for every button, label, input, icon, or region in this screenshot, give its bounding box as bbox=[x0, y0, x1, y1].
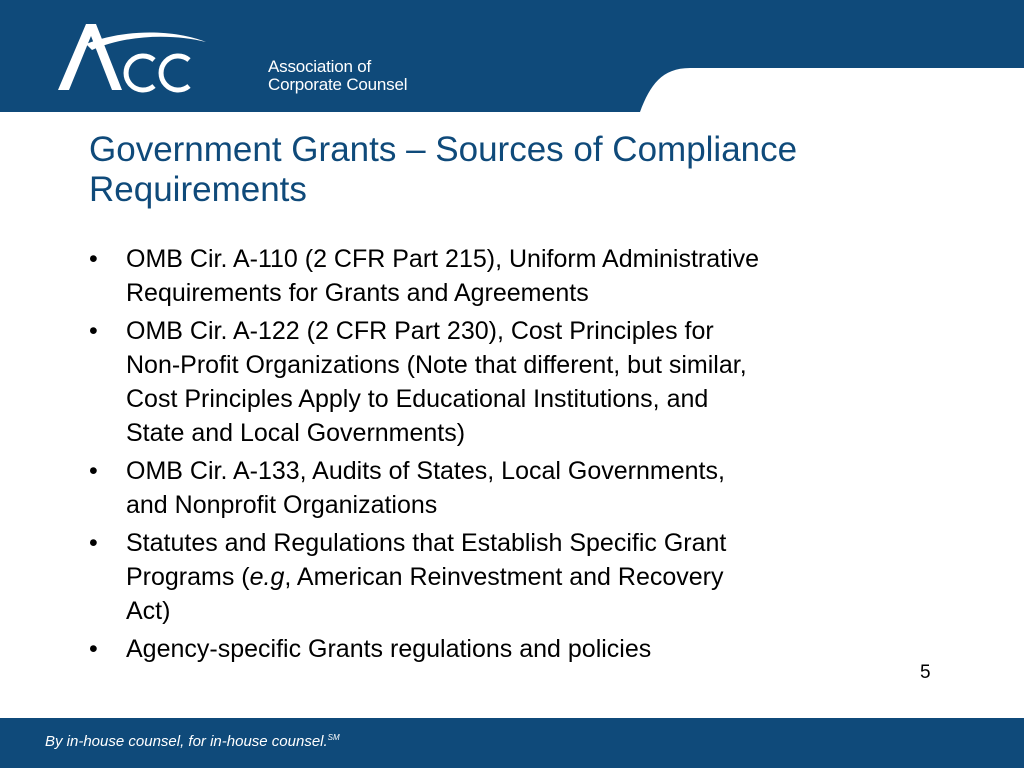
logo-org-line1: Association of bbox=[268, 57, 372, 76]
bullet-line-italic: e.g bbox=[249, 563, 285, 591]
logo-org-line2: Corporate Counsel bbox=[268, 75, 408, 94]
bullet-line: Statutes and Regulations that Establish Specific Grant bbox=[126, 529, 727, 557]
bullet-item-agency bbox=[89, 632, 949, 666]
slide-title-line2: Requirements bbox=[89, 170, 307, 209]
bullet-line: Agency-specific Grants regulations and policies bbox=[126, 635, 652, 663]
bullet-line: Requirements for Grants and Agreements bbox=[126, 279, 589, 307]
bullet-item-omb-a133 bbox=[89, 454, 949, 522]
service-mark: SM bbox=[327, 733, 340, 742]
acc-logo bbox=[56, 20, 408, 100]
bullet-item-statutes bbox=[89, 526, 949, 628]
bullet-line: Cost Principles Apply to Educational Institutions, and bbox=[126, 385, 709, 413]
bullet-icon: • bbox=[89, 529, 98, 557]
bullet-line: OMB Cir. A-122 (2 CFR Part 230), Cost Principles for bbox=[126, 317, 714, 345]
bullet-list bbox=[89, 242, 949, 670]
slide-title bbox=[89, 130, 969, 210]
footer-band bbox=[0, 718, 1024, 768]
acc-logo-mark bbox=[56, 20, 206, 100]
bullet-icon: • bbox=[89, 317, 98, 345]
bullet-icon: • bbox=[89, 635, 98, 663]
slide-title-line1: Government Grants – Sources of Compliance bbox=[89, 130, 798, 169]
footer-tagline-text: By in-house counsel, for in-house counsel. bbox=[45, 733, 328, 750]
bullet-line-part: , American Reinvestment and Recovery bbox=[284, 563, 724, 591]
bullet-line: Non-Profit Organizations (Note that different, but similar, bbox=[126, 351, 747, 379]
bullet-item-omb-a110 bbox=[89, 242, 949, 310]
header-band bbox=[0, 0, 1024, 112]
bullet-line-part: Programs ( bbox=[126, 563, 250, 591]
bullet-line: OMB Cir. A-110 (2 CFR Part 215), Uniform Administrative bbox=[126, 245, 760, 273]
bullet-line: State and Local Governments) bbox=[126, 419, 466, 447]
bullet-icon: • bbox=[89, 245, 98, 273]
bullet-line: Act) bbox=[126, 597, 171, 625]
footer-tagline bbox=[45, 733, 340, 750]
bullet-item-omb-a122 bbox=[89, 314, 949, 450]
bullet-line: OMB Cir. A-133, Audits of States, Local Governments, bbox=[126, 457, 725, 485]
slide-number: 5 bbox=[920, 662, 931, 683]
bullet-line: and Nonprofit Organizations bbox=[126, 491, 438, 519]
logo-org-name bbox=[268, 58, 407, 94]
bullet-icon: • bbox=[89, 457, 98, 485]
